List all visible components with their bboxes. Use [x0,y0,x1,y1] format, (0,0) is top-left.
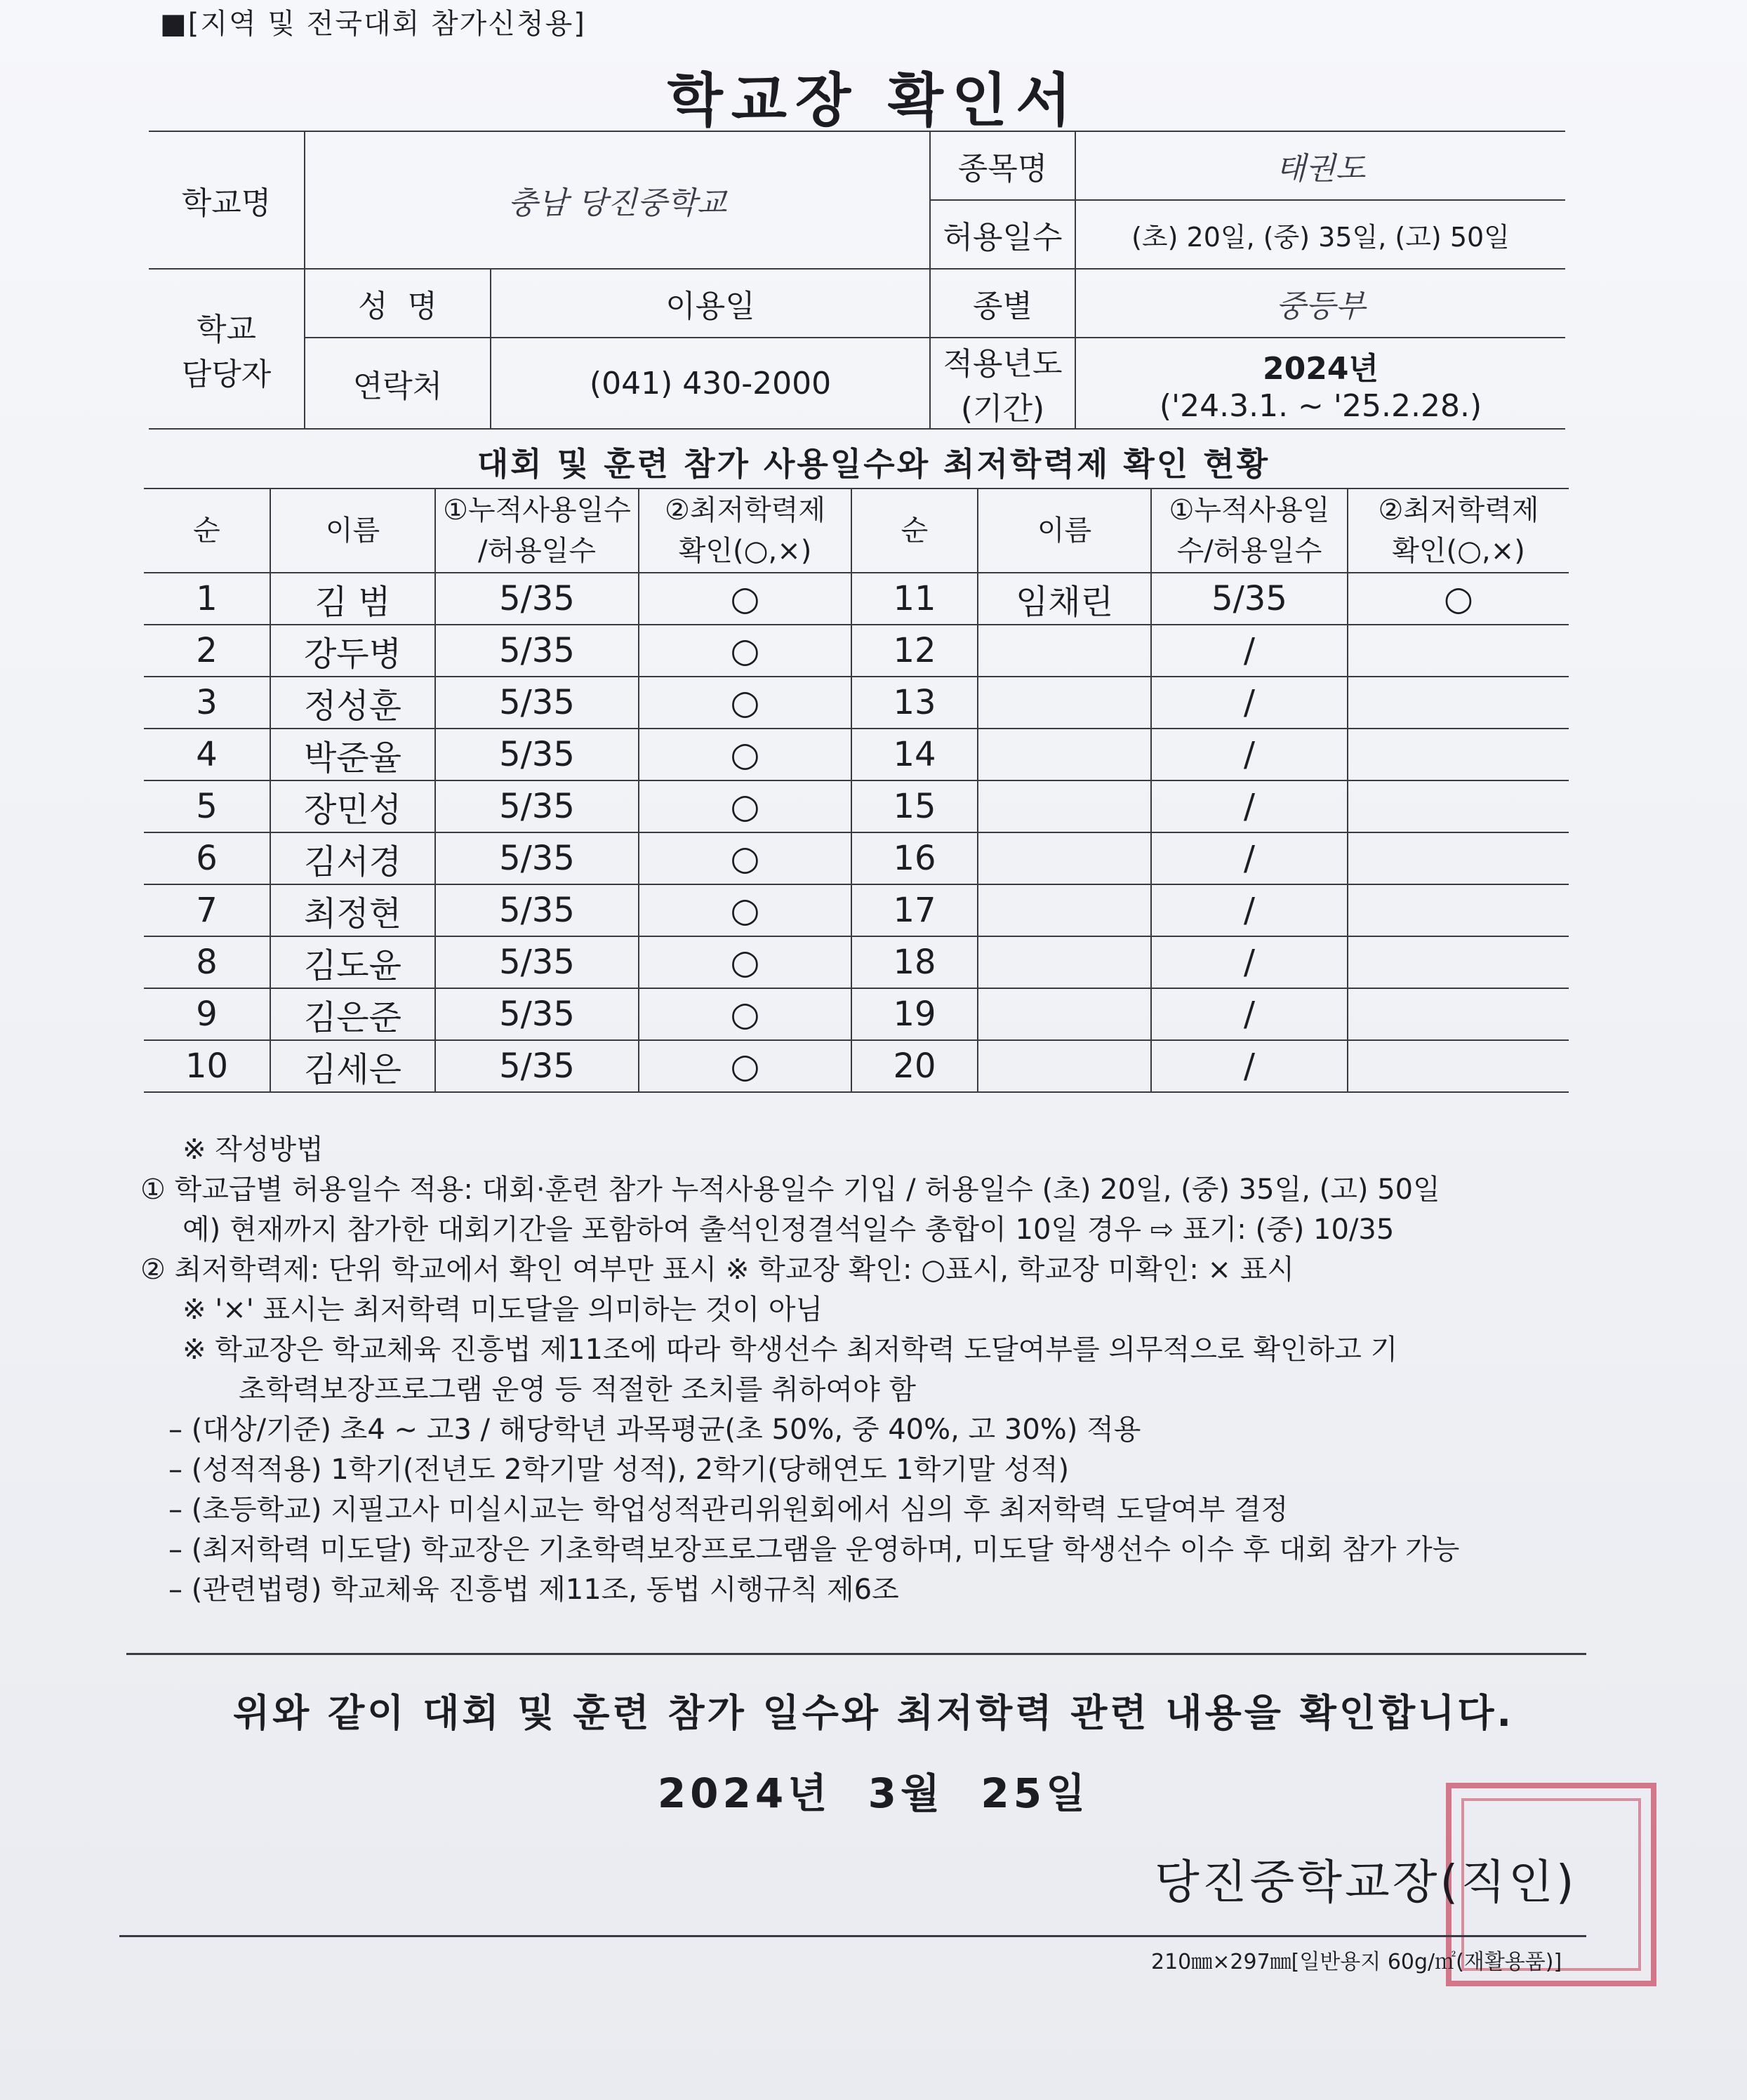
row-seq-right: 17 [851,884,978,936]
row-seq: 8 [144,936,270,988]
row-seq: 3 [144,677,270,729]
row-check-right [1348,832,1569,884]
row-name-right [978,832,1151,884]
row-name-right [978,625,1151,677]
instruction-line: – (관련법령) 학교체육 진흥법 제11조, 동법 시행규칙 제6조 [168,1574,899,1606]
row-seq: 10 [144,1040,270,1092]
header-days-right-line2: 수/허용일수 [1176,535,1322,567]
year-text: 2024년 [1263,350,1379,387]
instruction-line: ※ '×' 표시는 최저학력 미도달을 의미하는 것이 아님 [182,1294,823,1326]
table-row [144,884,1569,936]
header-days-right-line1: ①누적사용일 [1169,494,1330,526]
row-days: 5/35 [435,936,639,988]
row-check-right [1348,988,1569,1040]
paper-spec-footer: 210㎜×297㎜[일반용지 60g/㎡(재활용품)] [1151,1950,1562,1974]
year-label [930,338,1075,429]
table-row [144,988,1569,1040]
instruction-line: – (대상/기준) 초4 ~ 고3 / 해당학년 과목평균(초 50%, 중 40%, 고 30%) 적용 [168,1414,1141,1446]
table-row [144,1040,1569,1092]
row-check-right [1348,677,1569,729]
row-seq-right: 19 [851,988,978,1040]
header-days [435,489,639,573]
status-section-title: 대회 및 훈련 참가 사용일수와 최저학력제 확인 현황 [477,445,1270,483]
row-days: 5/35 [435,780,639,832]
row-check: ○ [639,936,851,988]
row-days: 5/35 [435,988,639,1040]
row-name: 김 범 [270,573,435,625]
row-days-right: / [1151,625,1348,677]
row-days: 5/35 [435,677,639,729]
row-check: ○ [639,573,851,625]
row-name-right [978,884,1151,936]
row-name: 김서경 [270,832,435,884]
row-seq-right: 14 [851,729,978,780]
row-days-right: / [1151,832,1348,884]
row-days: 5/35 [435,625,639,677]
row-name: 장민성 [270,780,435,832]
row-check: ○ [639,1040,851,1092]
row-days-right: / [1151,780,1348,832]
allowed-days-label: 허용일수 [930,200,1075,269]
instruction-line: – (성적적용) 1학기(전년도 2학기말 성적), 2학기(당해연도 1학기말 성적) [168,1454,1070,1486]
row-days: 5/35 [435,573,639,625]
contact-label: 연락처 [305,338,491,429]
row-check-right [1348,1040,1569,1092]
event-value: 태권도 [1075,131,1565,200]
year-label-line1: 적용년도 [943,346,1063,382]
row-name-right [978,1040,1151,1092]
row-check-right [1348,884,1569,936]
row-check-right [1348,936,1569,988]
row-seq-right: 11 [851,573,978,625]
row-seq-right: 16 [851,832,978,884]
row-name: 최정현 [270,884,435,936]
manager-name-label: 성 명 [305,269,491,338]
header-check-right-line2: 확인(○,×) [1392,535,1525,567]
manager-label-line1: 학교 [196,312,256,347]
row-check: ○ [639,988,851,1040]
row-check-right [1348,729,1569,780]
row-seq: 2 [144,625,270,677]
instruction-line: – (초등학교) 지필고사 미실시교는 학업성적관리위원회에서 심의 후 최저학력 도달여부 결정 [168,1494,1289,1526]
table-row [144,832,1569,884]
row-name-right: 임채린 [978,573,1151,625]
instruction-line: 초학력보장프로그램 운영 등 적절한 조치를 취하여야 함 [239,1374,917,1406]
allowed-days-value: (초) 20일, (중) 35일, (고) 50일 [1075,200,1565,269]
row-days-right: / [1151,936,1348,988]
divider-line [126,1653,1586,1655]
row-check: ○ [639,729,851,780]
instruction-line: – (최저학력 미도달) 학교장은 기초학력보장프로그램을 운영하며, 미도달 학생선수 이수 후 대회 참가 가능 [168,1534,1460,1566]
row-days: 5/35 [435,729,639,780]
row-days-right: / [1151,1040,1348,1092]
table-row [144,573,1569,625]
header-days-line2: /허용일수 [477,535,597,567]
row-days-right: / [1151,729,1348,780]
row-name: 김도윤 [270,936,435,988]
year-label-line2: (기간) [960,391,1045,427]
row-seq: 7 [144,884,270,936]
row-seq: 6 [144,832,270,884]
instructions-block [140,1130,1586,1610]
table-header-row [144,489,1569,573]
school-manager-label [149,269,305,429]
manager-label-line2: 담당자 [181,357,272,392]
row-check-right: ○ [1348,573,1569,625]
row-name-right [978,936,1151,988]
row-seq-right: 15 [851,780,978,832]
row-name-right [978,988,1151,1040]
header-check-right-line1: ②최저학력제 [1378,494,1539,526]
school-name-value: 충남 당진중학교 [305,131,930,269]
row-days-right: 5/35 [1151,573,1348,625]
table-row [144,936,1569,988]
header-days-right [1151,489,1348,573]
category-label: 종별 [930,269,1075,338]
row-seq: 9 [144,988,270,1040]
row-name: 정성훈 [270,677,435,729]
confirmation-date: 2024년 3월 25일 [657,1769,1090,1817]
table-row [144,677,1569,729]
row-name-right [978,729,1151,780]
header-seq-right: 순 [851,489,978,573]
row-days: 5/35 [435,884,639,936]
row-check: ○ [639,625,851,677]
category-value: 중등부 [1075,269,1565,338]
row-check: ○ [639,677,851,729]
row-seq-right: 18 [851,936,978,988]
school-info-table [149,131,1565,430]
contact-value: (041) 430-2000 [491,338,930,429]
year-value [1075,338,1565,429]
period-text: ('24.3.1. ~ '25.2.28.) [1159,387,1482,424]
header-check-line1: ②최저학력제 [664,494,826,526]
row-name-right [978,677,1151,729]
row-seq: 4 [144,729,270,780]
event-label: 종목명 [930,131,1075,200]
header-days-line1: ①누적사용일수 [443,494,631,526]
row-name-right [978,780,1151,832]
instruction-line: ※ 학교장은 학교체육 진흥법 제11조에 따라 학생선수 최저학력 도달여부를 의무적으로 확인하고 기 [182,1334,1398,1366]
instruction-line: ② 최저학력제: 단위 학교에서 확인 여부만 표시 ※ 학교장 확인: ○표시, 학교장 미확인: × 표시 [140,1254,1295,1286]
confirmation-text: 위와 같이 대회 및 훈련 참가 일수와 최저학력 관련 내용을 확인합니다. [232,1691,1515,1735]
instruction-line: 예) 현재까지 참가한 대회기간을 포함하여 출석인정결석일수 총합이 10일 경우 ⇨ 표기: (중) 10/35 [182,1214,1395,1246]
principal-signature: 당진중학교장(직인) [1155,1855,1577,1909]
row-days-right: / [1151,988,1348,1040]
row-days-right: / [1151,884,1348,936]
row-name: 김세은 [270,1040,435,1092]
row-check: ○ [639,884,851,936]
row-seq-right: 12 [851,625,978,677]
row-days: 5/35 [435,832,639,884]
table-row [144,729,1569,780]
instructions-heading: ※ 작성방법 [182,1134,324,1166]
form-usage-note: ■[지역 및 전국대회 참가신청용] [160,8,586,40]
header-name: 이름 [270,489,435,573]
row-seq-right: 13 [851,677,978,729]
header-check-right [1348,489,1569,573]
row-check: ○ [639,780,851,832]
participant-table [144,488,1569,1093]
row-name: 강두병 [270,625,435,677]
row-name: 김은준 [270,988,435,1040]
table-row [144,780,1569,832]
table-row [144,625,1569,677]
row-check: ○ [639,832,851,884]
school-name-label: 학교명 [149,131,305,269]
row-seq: 1 [144,573,270,625]
header-seq: 순 [144,489,270,573]
row-days: 5/35 [435,1040,639,1092]
header-check [639,489,851,573]
row-check-right [1348,780,1569,832]
row-seq: 5 [144,780,270,832]
manager-name-value: 이용일 [491,269,930,338]
document-title: 학교장 확인서 [667,67,1080,134]
row-days-right: / [1151,677,1348,729]
footer-divider [119,1935,1586,1937]
row-check-right [1348,625,1569,677]
header-name-right: 이름 [978,489,1151,573]
header-check-line2: 확인(○,×) [678,535,812,567]
row-seq-right: 20 [851,1040,978,1092]
instruction-line: ① 학교급별 허용일수 적용: 대회·훈련 참가 누적사용일수 기입 / 허용일수 (초) 20일, (중) 35일, (고) 50일 [140,1174,1440,1206]
table-body [144,573,1569,1092]
row-name: 박준율 [270,729,435,780]
